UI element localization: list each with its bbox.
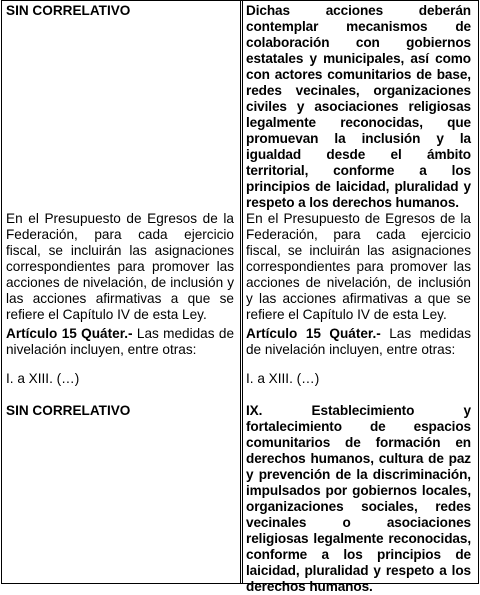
presupuesto-paragraph-right: En el Presupuesto de Egresos de la Federación, para cada ejercicio fiscal, se incluirán las asignaciones correspondientes para promover las acciones de nivelación, de inclusión y las acciones afirmativas a que se refiere el Capítulo IV de esta Ley. [246,211,471,322]
dichas-acciones-paragraph: Dichas acciones deberán contemplar mecanismos de colaboración con gobiernos estatales y municipales, así como con actores comunitarios de base, redes vecinales, organizaciones civiles y asociaciones religiosas legalmente reconocidas, que promuevan la inclusión y la igualdad desde el ámbito territorial, conforme a los principios de laicidad, pluralidad y respeto a los derechos humanos. [246,3,471,210]
articulo-15-quater-title: Artículo 15 Quáter.- [6,326,133,341]
articulo-15-quater-text-right: Las medidas de nivelación incluyen, entre otras: [246,326,471,357]
fracciones-text-right: I. a XIII. (…) [246,371,320,386]
presupuesto-paragraph: En el Presupuesto de Egresos de la Federación, para cada ejercicio fiscal, se incluirán las asignaciones correspondientes para promover las acciones de nivelación, de inclusión y las acciones afirmativas a que se refiere el Capítulo IV de esta Ley. [6,211,234,322]
column-divider [240,0,243,584]
articulo-15-quater-title-right: Artículo 15 Quáter.- [246,326,381,341]
sin-correlativo-heading: SIN CORRELATIVO [6,3,131,18]
articulo-15-quater-paragraph [6,326,234,358]
articulo-15-quater-paragraph-right [246,326,471,358]
articulo-15-quater-text: Las medidas de nivelación incluyen, entre otras: [6,326,235,357]
sin-correlativo-heading-2: SIN CORRELATIVO [6,403,131,418]
fracciones-text: I. a XIII. (…) [6,371,80,386]
fraccion-ix-paragraph: IX. Establecimiento y fortalecimiento de espacios comunitarios de formación en derechos humanos, cultura de paz y prevención de la discriminación, impulsados por gobiernos locales, organizaciones sociales, redes vecinales o asociaciones religiosas legalmente reconocidas, conforme a los principios de laicidad, pluralidad y respeto a los derechos humanos. [246,403,471,594]
